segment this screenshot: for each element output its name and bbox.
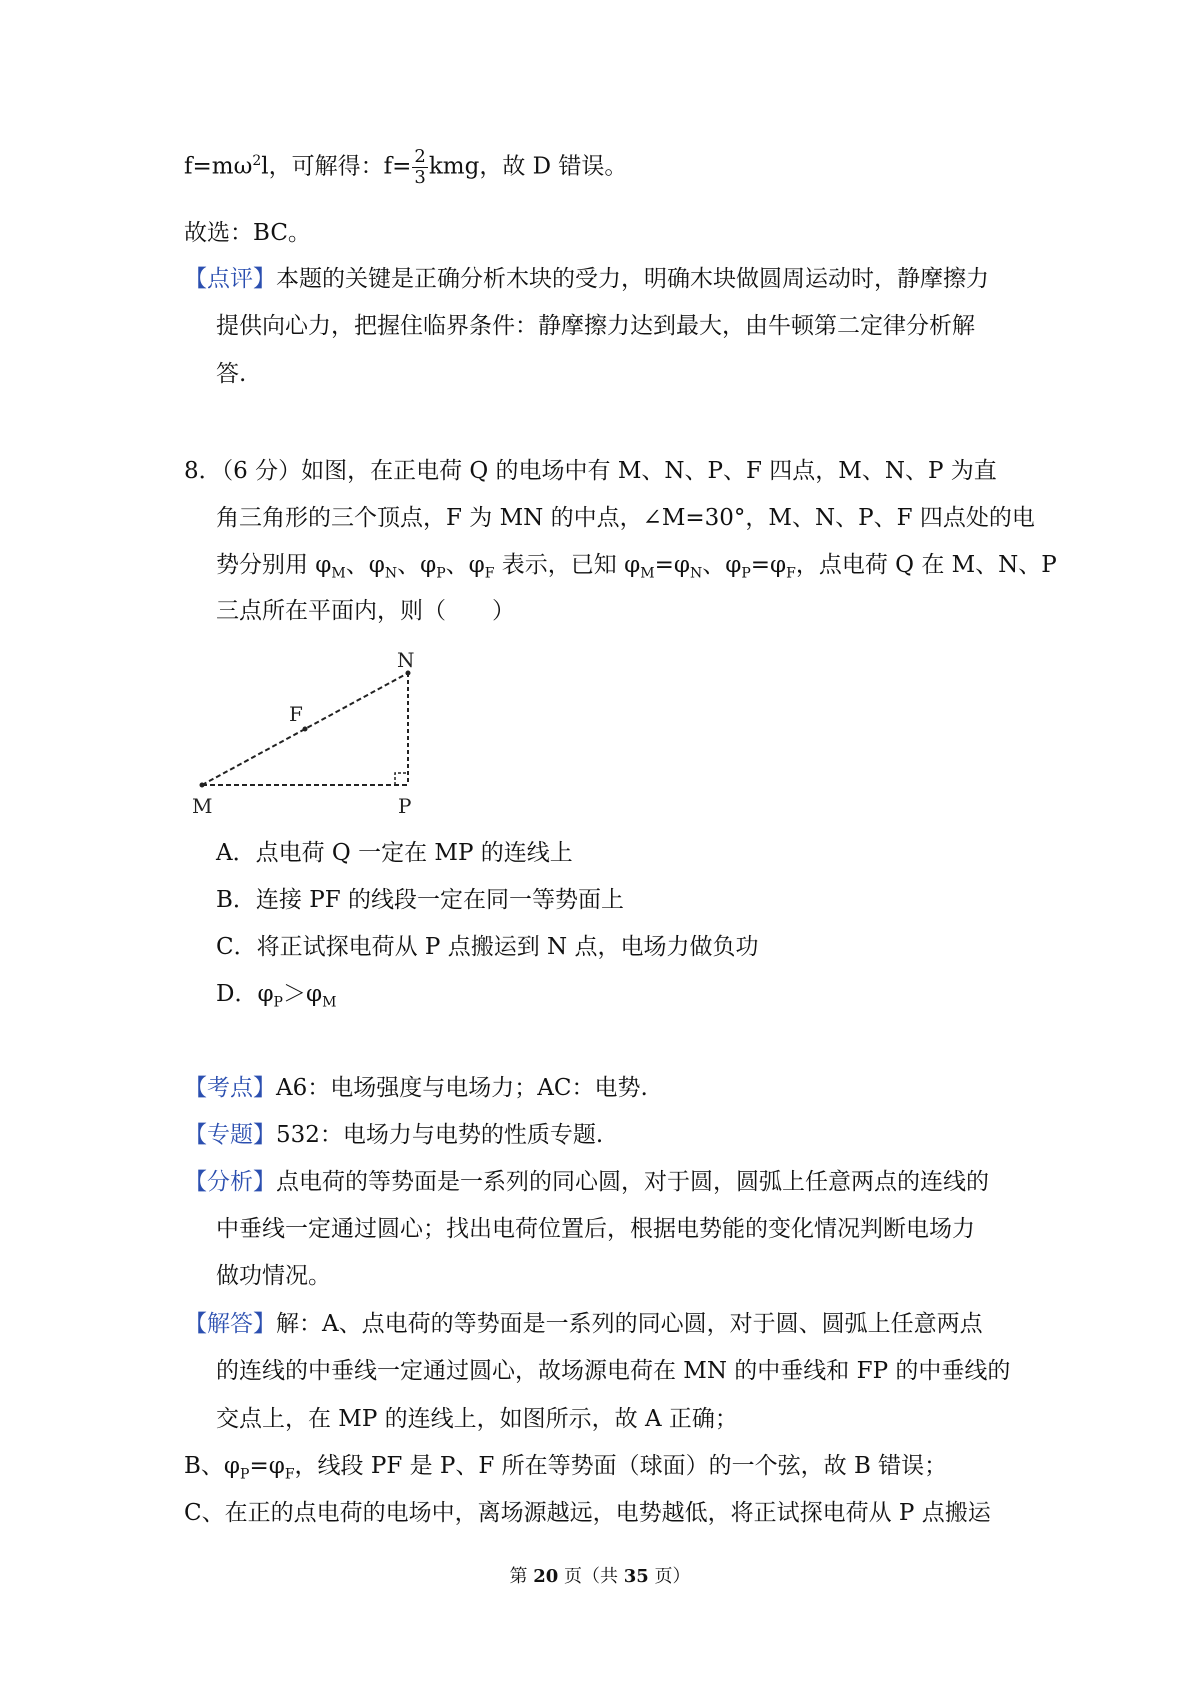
page-number: 20 [533,1566,559,1587]
question-line-3: 势分别用 $\varphi_M$、$\varphi_N$、$\varphi_P$、$\varphi_F$ 表示，已知 $\varphi_M=\varphi_N$、$\varphi_P=\varphi_F$，点电荷 Q 在 M、N、P [216,552,1057,582]
label-n: N [397,648,415,672]
triangle-figure [180,645,440,820]
kaodian-line: 【考点】A6：电场强度与电场力；AC：电势. [184,1075,648,1101]
point-f [303,727,308,732]
option-c: C．将正试探电荷从 P 点搬运到 N 点，电场力做负功 [216,934,759,960]
point-m [200,783,205,788]
solution-c-line: C、在正的点电荷的电场中，离场源越远，电势越低，将正试探电荷从 P 点搬运 [184,1500,991,1526]
right-angle-mark [395,773,408,785]
fenxi-line-1: 【分析】点电荷的等势面是一系列的同心圆，对于圆，圆弧上任意两点的连线的 [184,1169,989,1195]
prev-comment-2: 提供向心力，把握住临界条件：静摩擦力达到最大，由牛顿第二定律分析解 [216,313,975,339]
solution-b-line: B、$\varphi_P=\varphi_F$，线段 PF 是 P、F 所在等势面（球面）的一个弦，故 B 错误； [184,1453,948,1483]
label-f: F [289,702,303,726]
zhuanti-line: 【专题】532：电场力与电势的性质专题. [184,1122,604,1148]
page-total: 35 [623,1566,649,1587]
question-line-2: 角三角形的三个顶点，F 为 MN 的中点，∠M=30°，M、N、P、F 四点处的电 [216,505,1035,531]
question-line-4: 三点所在平面内，则（ ） [216,598,515,624]
jieda-line-1: 【解答】解：A、点电荷的等势面是一系列的同心圆，对于圆、圆弧上任意两点 [184,1311,983,1337]
label-p: P [398,794,412,818]
page-footer: 第 20 页（共 35 页） [509,1566,691,1587]
question-line-1: 8．（6 分）如图，在正电荷 Q 的电场中有 M、N、P、F 四点，M、N、P 为直 [184,458,997,484]
fraction: $\frac{2}{3}$ [414,146,426,189]
option-d: D．$\varphi_P>\varphi_M$ [216,981,337,1011]
option-b: B．连接 PF 的线段一定在同一等势面上 [216,887,624,913]
jieda-line-2: 的连线的中垂线一定通过圆心，故场源电荷在 MN 的中垂线和 FP 的中垂线的 [216,1358,1011,1384]
prev-comment-1: 【点评】本题的关键是正确分析木块的受力，明确木块做圆周运动时，静摩擦力 [184,266,989,292]
prev-answer-d-line: $f=m\omega^2l$，可解得：f= $\frac{2}{3}$ kmg，故 D 错误。 [184,146,628,189]
jieda-line-3: 交点上，在 MP 的连线上，如图所示，故 A 正确； [216,1406,738,1432]
fenxi-line-3: 做功情况。 [216,1263,331,1289]
fenxi-line-2: 中垂线一定通过圆心；找出电荷位置后，根据电势能的变化情况判断电场力 [216,1216,975,1242]
option-a: A．点电荷 Q 一定在 MP 的连线上 [216,840,573,866]
label-m: M [192,794,213,818]
prev-comment-3: 答. [216,361,247,387]
comment-tag: 【点评】 [184,266,276,292]
prev-choice: 故选：BC。 [184,220,311,246]
